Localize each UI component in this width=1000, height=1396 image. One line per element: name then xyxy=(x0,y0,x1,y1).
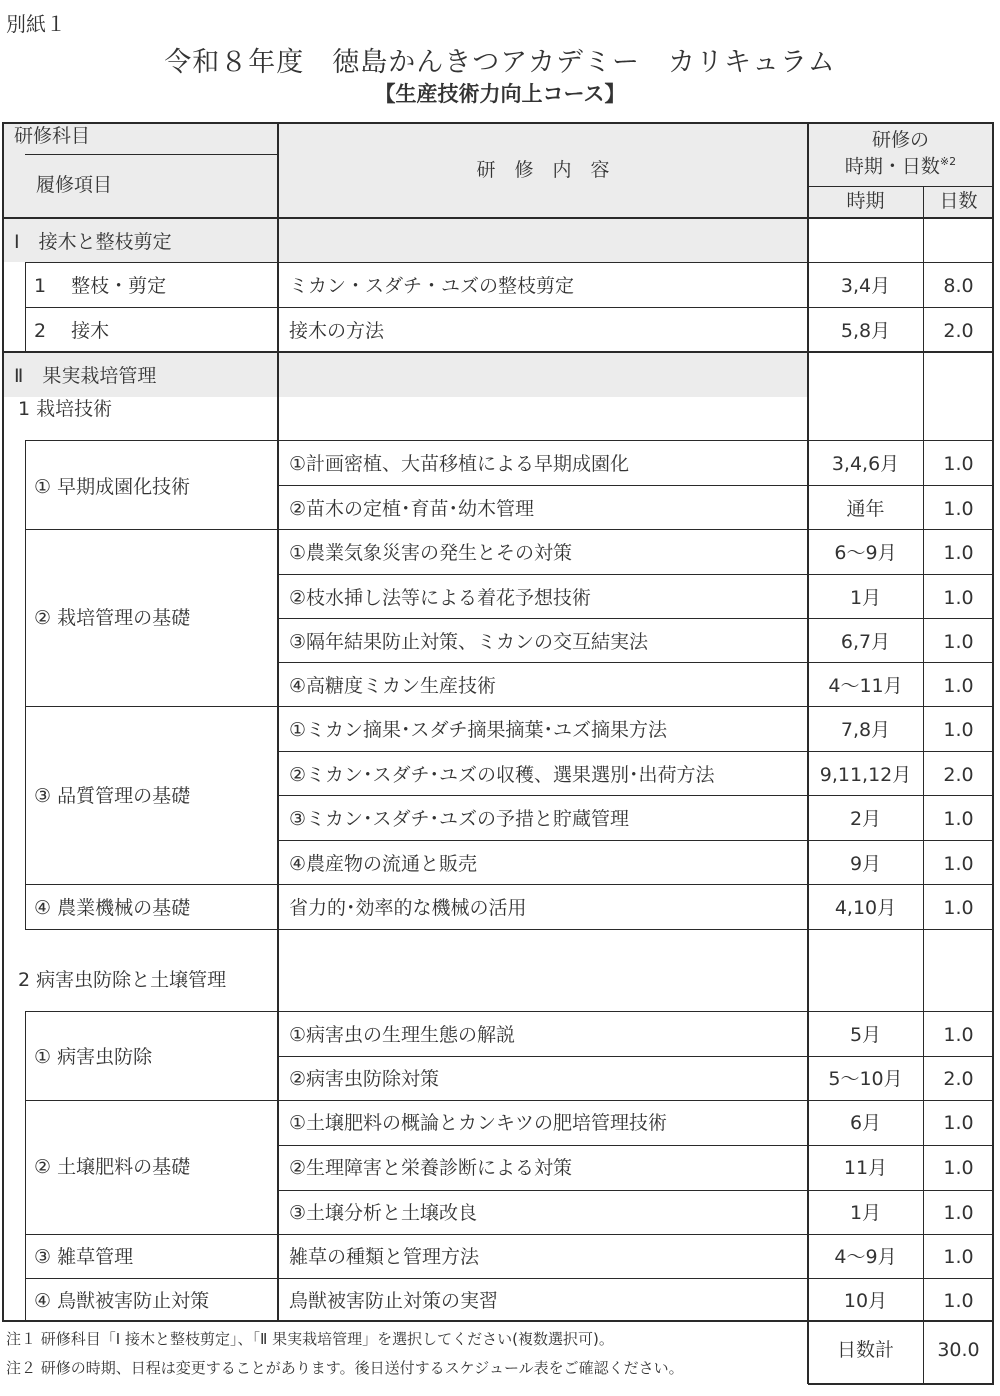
row-line xyxy=(25,929,993,930)
period-cell: 10月 xyxy=(843,1290,888,1312)
row-line xyxy=(278,485,993,486)
period-cell: 5月 xyxy=(849,1024,882,1046)
period-cell: 6～9月 xyxy=(834,542,897,564)
row-line xyxy=(278,795,993,796)
document-label: 別紙１ xyxy=(6,12,66,36)
footnote-2: 注２ 研修の時期、日程は変更することがあります。後日送付するスケジュール表をご確認ください。 xyxy=(6,1359,684,1377)
days-cell: 1.0 xyxy=(943,1246,974,1268)
table-border-right xyxy=(992,122,994,1384)
content-cell: ③ミカン･スダチ･ユズの予措と貯蔵管理 xyxy=(289,808,630,830)
days-cell: 1.0 xyxy=(943,719,974,741)
row-line xyxy=(25,884,993,885)
header-content: 研 修 内 容 xyxy=(476,159,610,181)
row-line xyxy=(278,840,993,841)
item-label: ③ 雑草管理 xyxy=(34,1246,134,1268)
group-title: 1 栽培技術 xyxy=(18,398,113,420)
days-cell: 2.0 xyxy=(943,320,974,342)
period-cell: 4,10月 xyxy=(834,897,897,919)
days-cell: 1.0 xyxy=(943,498,974,520)
days-cell: 1.0 xyxy=(943,1112,974,1134)
section-title: Ⅱ 果実栽培管理 xyxy=(14,365,157,387)
period-cell: 5,8月 xyxy=(840,320,891,342)
content-cell: ①計画密植、大苗移植による早期成園化 xyxy=(289,453,630,475)
content-cell: ④高糖度ミカン生産技術 xyxy=(289,675,497,697)
page-subtitle: 【生産技術力向上コース】 xyxy=(374,82,626,106)
table-border-top xyxy=(2,122,994,124)
days-cell: 8.0 xyxy=(943,275,974,297)
content-cell: ①病害虫の生理生態の解説 xyxy=(289,1024,516,1046)
header-bottom xyxy=(2,217,994,219)
section-title: Ⅰ 接木と整枝剪定 xyxy=(14,231,172,253)
period-cell: 5～10月 xyxy=(828,1068,903,1090)
header-days: 日数 xyxy=(939,190,978,212)
item-label: ② 栽培管理の基礎 xyxy=(34,607,191,629)
header-schedule-line1: 研修の xyxy=(871,129,929,151)
header-schedule-underline xyxy=(808,186,993,187)
period-cell: 3,4,6月 xyxy=(831,453,900,475)
period-cell: 9,11,12月 xyxy=(819,764,912,786)
col-divider-item-g2 xyxy=(25,1011,26,1321)
group-title: 2 病害虫防除と土壌管理 xyxy=(18,969,227,991)
header-item: 履修項目 xyxy=(36,174,113,196)
footnote-1: 注１ 研修科目「Ⅰ 接木と整枝剪定」、「Ⅱ 果実栽培管理」を選択してください(複数選択可)。 xyxy=(6,1330,614,1348)
content-cell: ①土壌肥料の概論とカンキツの肥培管理技術 xyxy=(289,1112,668,1134)
days-cell: 2.0 xyxy=(943,764,974,786)
days-cell: 1.0 xyxy=(943,675,974,697)
days-cell: 1.0 xyxy=(943,1290,974,1312)
period-cell: 9月 xyxy=(849,853,882,875)
header-schedule-line2: 時期・日数$^{※2}$ xyxy=(844,155,957,178)
days-cell: 2.0 xyxy=(943,1068,974,1090)
content-cell: ③隔年結果防止対策、ミカンの交互結実法 xyxy=(289,631,649,653)
days-cell: 1.0 xyxy=(943,542,974,564)
row-line xyxy=(278,1145,993,1146)
days-cell: 1.0 xyxy=(943,808,974,830)
footnote-marker: ※2 xyxy=(939,155,957,168)
row-line xyxy=(25,307,993,308)
content-cell: ②苗木の定植･育苗･幼木管理 xyxy=(289,498,535,520)
row-line xyxy=(25,440,993,441)
content-cell: ②生理障害と栄養診断による対策 xyxy=(289,1157,573,1179)
content-cell: ③土壌分析と土壌改良 xyxy=(289,1202,478,1224)
row-line xyxy=(278,618,993,619)
item-label: ④ 鳥獣被害防止対策 xyxy=(34,1290,210,1312)
days-cell: 1.0 xyxy=(943,897,974,919)
item-label: ① 病害虫防除 xyxy=(34,1046,153,1068)
period-cell: 通年 xyxy=(846,498,885,520)
item-label: ③ 品質管理の基礎 xyxy=(34,785,191,807)
total-label: 日数計 xyxy=(836,1339,894,1361)
period-cell: 4～11月 xyxy=(828,675,903,697)
days-cell: 1.0 xyxy=(943,1202,974,1224)
table-border-left xyxy=(2,122,4,1322)
period-cell: 7,8月 xyxy=(840,719,891,741)
row-line xyxy=(278,574,993,575)
period-cell: 6,7月 xyxy=(840,631,891,653)
row-line xyxy=(25,1234,993,1235)
col-divider-content xyxy=(277,122,279,1322)
total-box-bottom xyxy=(808,1383,994,1385)
days-cell: 1.0 xyxy=(943,631,974,653)
row-line xyxy=(25,262,993,263)
row-line xyxy=(278,662,993,663)
content-cell: ④農産物の流通と販売 xyxy=(289,853,478,875)
content-cell: ミカン・スダチ・ユズの整枝剪定 xyxy=(289,275,575,297)
header-subject: 研修科目 xyxy=(14,125,91,147)
header-period: 時期 xyxy=(846,190,885,212)
content-cell: 雑草の種類と管理方法 xyxy=(289,1246,480,1268)
period-cell: 1月 xyxy=(849,1202,882,1224)
period-cell: 1月 xyxy=(849,587,882,609)
row-line xyxy=(25,1278,993,1279)
days-cell: 1.0 xyxy=(943,853,974,875)
period-cell: 6月 xyxy=(849,1112,882,1134)
period-cell: 11月 xyxy=(843,1157,888,1179)
content-cell: 接木の方法 xyxy=(289,320,385,342)
content-cell: 省力的･効率的な機械の活用 xyxy=(289,897,527,919)
days-cell: 1.0 xyxy=(943,453,974,475)
content-cell: ①農業気象災害の発生とその対策 xyxy=(289,542,573,564)
content-cell: 鳥獣被害防止対策の実習 xyxy=(289,1290,499,1312)
row-line xyxy=(25,1011,993,1012)
row-line xyxy=(25,529,993,530)
header-subject-underline xyxy=(25,154,277,155)
days-cell: 1.0 xyxy=(943,1157,974,1179)
row-line xyxy=(25,1100,993,1101)
days-cell: 1.0 xyxy=(943,1024,974,1046)
col-divider-schedule xyxy=(807,122,809,1384)
col-divider-item-g1 xyxy=(25,440,26,929)
total-value: 30.0 xyxy=(937,1339,980,1361)
content-cell: ②枝水挿し法等による着花予想技術 xyxy=(289,587,592,609)
content-cell: ①ミカン摘果･スダチ摘果摘葉･ユズ摘果方法 xyxy=(289,719,668,741)
table-border-bottom xyxy=(2,1320,994,1322)
row-line xyxy=(278,751,993,752)
row-line xyxy=(25,706,993,707)
period-cell: 2月 xyxy=(849,808,882,830)
row-line xyxy=(278,1190,993,1191)
content-cell: ②ミカン･スダチ･ユズの収穫、選果選別･出荷方法 xyxy=(289,764,715,786)
row-line xyxy=(278,1056,993,1057)
item-label: 2 接木 xyxy=(34,320,110,342)
page-title: 令和８年度 徳島かんきつアカデミー カリキュラム xyxy=(164,47,836,78)
days-cell: 1.0 xyxy=(943,587,974,609)
item-label: ④ 農業機械の基礎 xyxy=(34,897,191,919)
content-cell: ②病害虫防除対策 xyxy=(289,1068,440,1090)
item-label: 1 整枝・剪定 xyxy=(34,275,167,297)
item-label: ① 早期成園化技術 xyxy=(34,476,191,498)
period-cell: 3,4月 xyxy=(840,275,891,297)
item-label: ② 土壌肥料の基礎 xyxy=(34,1156,191,1178)
section-divider xyxy=(2,351,994,353)
period-cell: 4～9月 xyxy=(834,1246,897,1268)
